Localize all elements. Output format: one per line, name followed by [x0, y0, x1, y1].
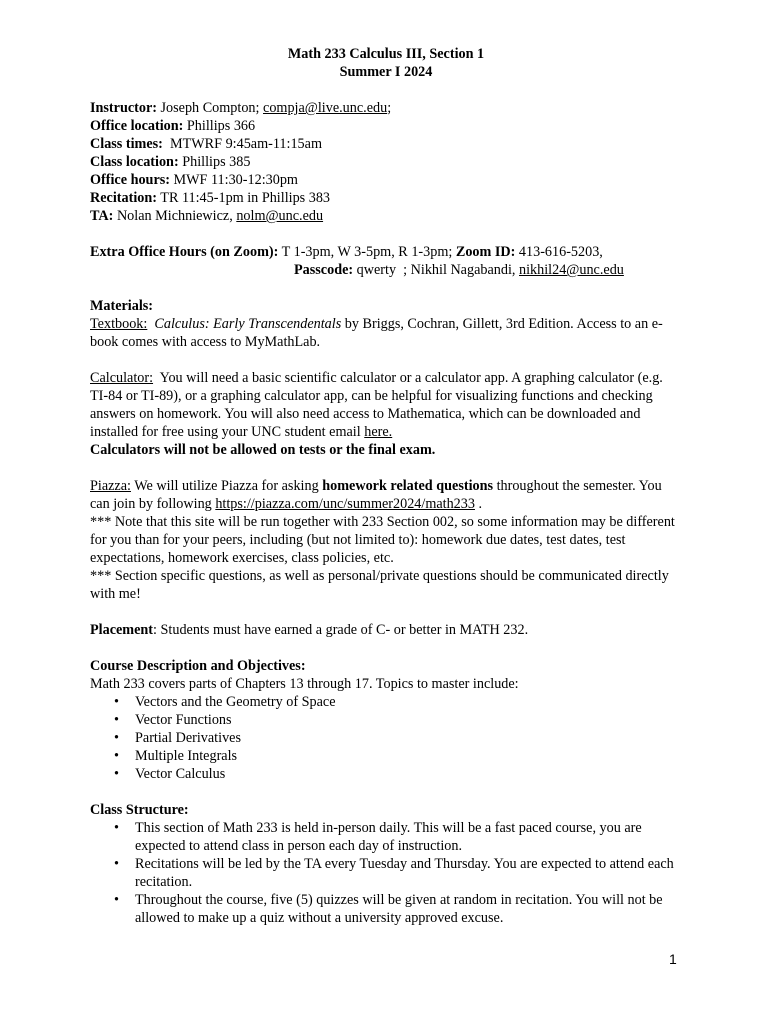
piazza-text2: throughout the semester. You can join by following	[90, 478, 662, 512]
materials-section	[90, 297, 682, 459]
list-item: • Partial Derivatives	[90, 729, 682, 747]
placement-text: : Students must have earned a grade of C- or better in MATH 232.	[153, 622, 529, 638]
office-hours-value: MWF 11:30-12:30pm	[173, 172, 298, 188]
list-item: • Vectors and the Geometry of Space	[90, 693, 682, 711]
mathematica-link[interactable]: here.	[364, 424, 393, 440]
list-item: • Vector Calculus	[90, 765, 682, 783]
course-heading: Course Description and Objectives:	[90, 658, 306, 674]
placement-section	[90, 621, 682, 639]
calculator-label: Calculator:	[90, 370, 154, 386]
materials-heading: Materials:	[90, 298, 154, 314]
office-label: Office location:	[90, 118, 184, 134]
page-number: 1	[669, 951, 677, 967]
topics-list	[90, 693, 682, 783]
passcode-label: Passcode:	[294, 262, 354, 278]
textbook-rest: by Briggs, Cochran, Gillett, 3rd Edition. Access to an e-book comes with access to MyMathLab.	[90, 316, 663, 350]
course-term: Summer I 2024	[339, 64, 433, 80]
piazza-link[interactable]: https://piazza.com/unc/summer2024/math233	[215, 496, 475, 512]
textbook-label: Textbook:	[90, 316, 148, 332]
zoom-ta-email-link[interactable]: nikhil24@unc.edu	[519, 262, 624, 278]
list-item: • Throughout the course, five (5) quizzes will be given at random in recitation. You will not be allowed to make up a quiz without a university approved excuse.	[90, 891, 682, 927]
textbook-title: Calculus: Early Transcendentals	[154, 316, 342, 332]
class-times-value: MTWRF 9:45am-11:15am	[170, 136, 322, 152]
structure-list	[90, 819, 682, 927]
zoom-label: Extra Office Hours (on Zoom):	[90, 244, 279, 260]
class-location-value: Phillips 385	[182, 154, 251, 170]
piazza-text3: .	[478, 496, 483, 512]
piazza-label: Piazza:	[90, 478, 131, 494]
list-item: • Recitations will be led by the TA every Tuesday and Thursday. You are expected to attend each recitation.	[90, 855, 682, 891]
piazza-note-2: *** Section specific questions, as well as personal/private questions should be communicated directly with me!	[90, 568, 669, 602]
office-hours-label: Office hours:	[90, 172, 170, 188]
zoom-hours	[90, 243, 682, 279]
instructor-name: Joseph Compton;	[160, 100, 260, 116]
course-description-section	[90, 657, 682, 783]
class-structure-section	[90, 801, 682, 927]
piazza-text1: We will utilize Piazza for asking	[134, 478, 319, 494]
list-item: • Vector Functions	[90, 711, 682, 729]
list-item: • Multiple Integrals	[90, 747, 682, 765]
instructor-label: Instructor:	[90, 100, 157, 116]
structure-heading: Class Structure:	[90, 802, 189, 818]
piazza-note-1: *** Note that this site will be run together with 233 Section 002, so some information may be different for you than for your peers, including (but not limited to): homework due dates, test dates, test expectations, homework exercises, class policies, etc.	[90, 514, 675, 566]
placement-label: Placement	[90, 622, 154, 638]
piazza-section	[90, 477, 682, 603]
zoom-hours-value: T 1-3pm, W 3-5pm, R 1-3pm;	[281, 244, 453, 260]
passcode-value: qwerty ; Nikhil Nagabandi,	[356, 262, 516, 278]
syllabus-page	[90, 45, 682, 927]
office-value: Phillips 366	[186, 118, 256, 134]
piazza-bold: homework related questions	[322, 478, 494, 494]
recitation-label: Recitation:	[90, 190, 157, 206]
calculator-text: You will need a basic scientific calculator or a calculator app. A graphing calculator (e.g. TI-84 or TI-89), or a graphing calculator app, can be helpful for visualizing functions and checking answers on homework. You will also need access to Mathematica, which can be downloaded and installed for free using your UNC student email	[90, 370, 663, 440]
class-times-label: Class times:	[90, 136, 163, 152]
ta-email-link[interactable]: nolm@unc.edu	[236, 208, 324, 224]
ta-name: Nolan Michniewicz,	[116, 208, 233, 224]
course-title: Math 233 Calculus III, Section 1	[287, 46, 485, 62]
contact-info	[90, 99, 682, 225]
list-item: • This section of Math 233 is held in-person daily. This will be a fast paced course, you are expected to attend class in person each day of instruction.	[90, 819, 682, 855]
zoom-id-label: Zoom ID:	[455, 244, 516, 260]
calculator-warning: Calculators will not be allowed on tests or the final exam.	[90, 442, 436, 458]
recitation-value: TR 11:45-1pm in Phillips 383	[160, 190, 331, 206]
zoom-id-value: 413-616-5203,	[518, 244, 603, 260]
class-location-label: Class location:	[90, 154, 179, 170]
instructor-email-link[interactable]: compja@live.unc.edu	[263, 100, 388, 116]
course-intro: Math 233 covers parts of Chapters 13 through 17. Topics to master include:	[90, 676, 519, 692]
instructor-tail: ;	[387, 100, 392, 116]
ta-label: TA:	[90, 208, 114, 224]
